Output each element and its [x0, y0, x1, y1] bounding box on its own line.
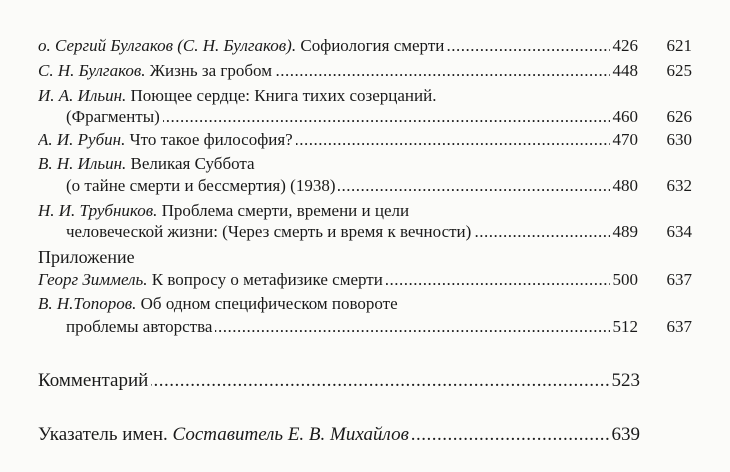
entry-title: Что такое философия? — [129, 130, 293, 149]
entry-page: 426 — [612, 36, 638, 55]
toc-commentary — [0, 367, 730, 395]
index-title: Указатель имен. — [38, 424, 168, 445]
commentary-title: Комментарий — [38, 370, 151, 391]
toc-entry-continuation — [0, 174, 730, 198]
entry-author: Н. И. Трубников. — [38, 201, 158, 220]
entry-page: 489 — [612, 222, 638, 241]
entry-page: 480 — [612, 176, 638, 195]
entry-page-notes: 630 — [666, 130, 692, 149]
toc-entry — [0, 268, 730, 292]
entry-title: Софиология смерти — [300, 36, 445, 55]
entry-title: Об одном специфическом повороте — [140, 294, 398, 313]
index-page: 639 — [611, 424, 640, 445]
entry-page: 512 — [612, 317, 638, 336]
entry-author: С. Н. Булгаков. — [38, 61, 146, 80]
entry-author: В. Н. Ильин. — [38, 154, 127, 173]
toc-entry — [0, 152, 730, 176]
toc-entry-continuation — [0, 105, 730, 129]
entry-page-notes: 626 — [666, 107, 692, 126]
toc-entry — [0, 128, 730, 152]
entry-page-notes: 632 — [666, 176, 692, 195]
entry-title: Проблема смерти, времени и цели — [161, 201, 410, 220]
entry-page: 500 — [612, 270, 638, 289]
commentary-page: 523 — [611, 370, 640, 391]
toc-entry — [0, 292, 730, 316]
entry-title: Поющее сердце: Книга тихих созерцаний. — [130, 86, 437, 105]
entry-page-notes: 637 — [666, 317, 692, 336]
toc-index — [0, 421, 730, 449]
entry-page-notes: 637 — [666, 270, 692, 289]
toc-entry — [0, 59, 730, 83]
entry-page-notes: 621 — [666, 36, 692, 55]
entry-page: 460 — [612, 107, 638, 126]
entry-title: Великая Суббота — [130, 154, 255, 173]
appendix-heading-row — [0, 245, 730, 269]
entry-title-cont: человеческой жизни: (Через смерть и время к вечности) — [66, 222, 474, 241]
entry-author: Георг Зиммель. — [38, 270, 148, 289]
entry-page-notes: 625 — [666, 61, 692, 80]
toc-entry-continuation — [0, 315, 730, 339]
entry-title: Жизнь за гробом — [149, 61, 272, 80]
entry-title-cont: (о тайне смерти и бессмертия) (1938) — [66, 176, 338, 195]
entry-author: о. Сергий Булгаков (С. Н. Булгаков). — [38, 36, 297, 55]
entry-page: 448 — [612, 61, 638, 80]
entry-title-cont: проблемы авторства — [66, 317, 215, 336]
toc-entry — [0, 34, 730, 58]
appendix-heading: Приложение — [38, 247, 135, 267]
toc-entry-continuation — [0, 220, 730, 244]
entry-title-cont: (Фрагменты) — [66, 107, 163, 126]
entry-author: И. А. Ильин. — [38, 86, 127, 105]
index-compiler: Составитель Е. В. Михайлов — [172, 424, 409, 445]
entry-author: А. И. Рубин. — [38, 130, 126, 149]
entry-title: К вопросу о метафизике смерти — [151, 270, 383, 289]
entry-author: В. Н.Топоров. — [38, 294, 137, 313]
entry-page-notes: 634 — [666, 222, 692, 241]
entry-page: 470 — [612, 130, 638, 149]
